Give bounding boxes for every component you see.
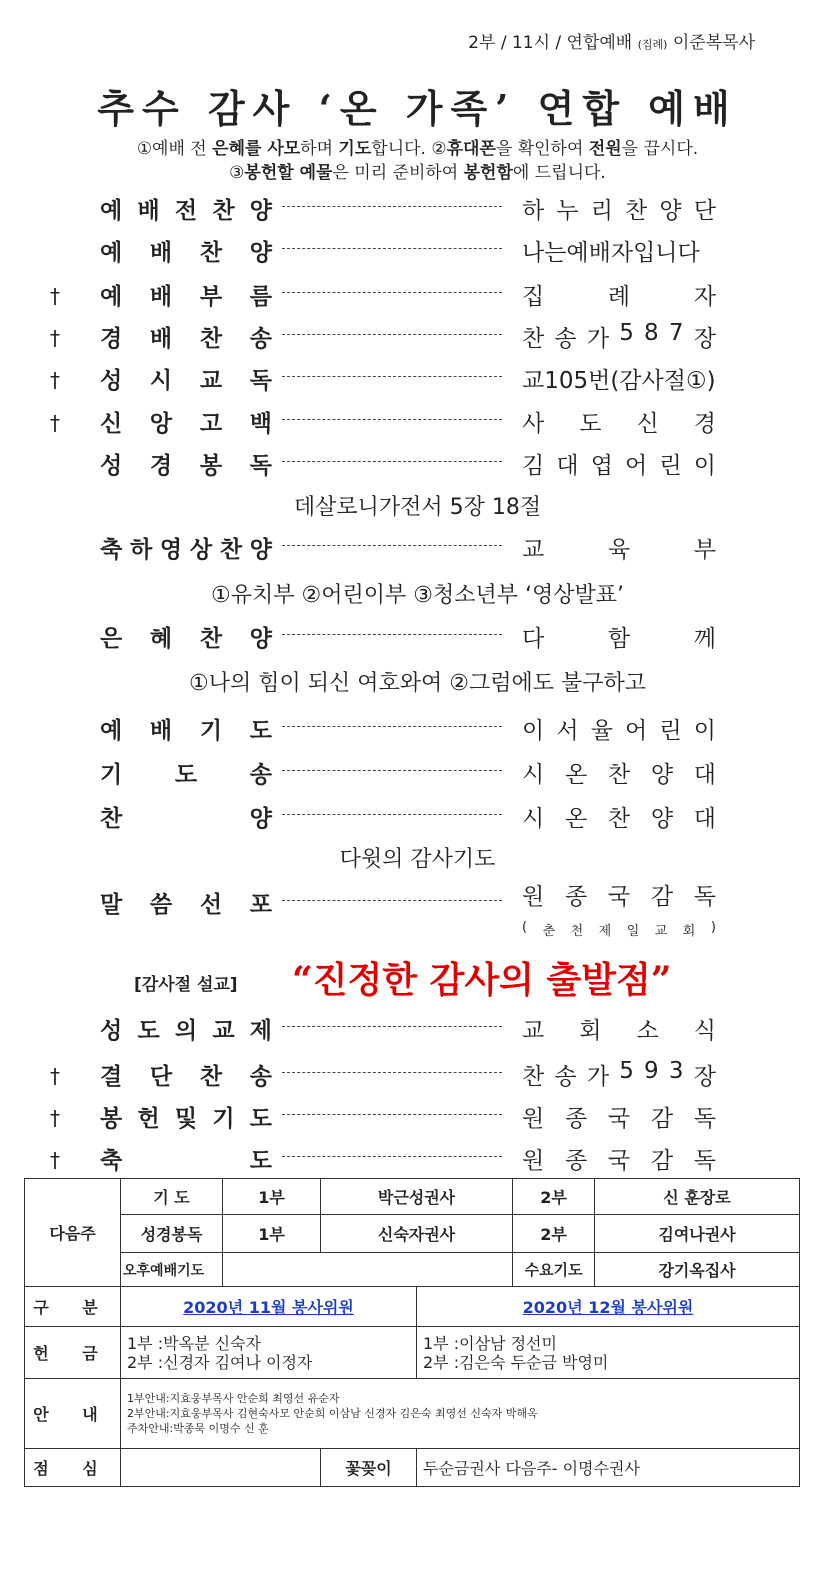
- cross-icon: †: [50, 411, 60, 435]
- order-value: 교105번(감사절①): [522, 368, 716, 394]
- guide-line-2: 2부안내:지효웅부목사 김현숙사모 안순희 이삼남 신경자 김은숙 최영선 신숙자 박해옥: [127, 1407, 538, 1420]
- part2-label: 2부: [513, 1179, 595, 1215]
- leader-line: [282, 770, 502, 771]
- order-value-char: 대: [693, 806, 716, 832]
- leader-line: [282, 1114, 502, 1115]
- nov-offering-1: 1부 :박옥분 신숙자: [127, 1333, 261, 1353]
- order-label-char: 헌: [137, 1106, 160, 1132]
- order-value-char: 송: [554, 326, 577, 352]
- order-label-char: 도: [249, 718, 272, 744]
- order-row: [0, 1012, 835, 1052]
- prayer-part1: 박근성권사: [321, 1179, 513, 1215]
- order-label-char: 씀: [149, 892, 173, 918]
- order-label-char: 도: [137, 1018, 160, 1044]
- info-table: [24, 1178, 800, 1487]
- next-week-label: 다음주: [25, 1179, 121, 1287]
- order-label-char: 제: [249, 1018, 272, 1044]
- order-label-char: 상: [189, 537, 213, 563]
- order-row: [0, 1142, 835, 1182]
- dec-offering-2: 2부 :김은숙 두순금 박영미: [423, 1352, 609, 1372]
- order-row: [0, 712, 835, 752]
- order-row: [0, 800, 835, 840]
- order-label-char: 성: [100, 368, 123, 394]
- order-value-char: 린: [659, 453, 682, 479]
- order-label-char: 교: [199, 368, 223, 394]
- nov-offering-2: 2부 :신경자 김여나 이정자: [127, 1352, 313, 1372]
- leader-line: [282, 292, 502, 293]
- order-row: [0, 320, 835, 360]
- order-label-char: 양: [249, 198, 272, 224]
- guide-label: 안 내: [25, 1379, 121, 1449]
- order-label-char: 찬: [199, 626, 223, 652]
- order-value-char: 린: [659, 718, 682, 744]
- order-label-char: 름: [249, 284, 272, 310]
- order-value: [522, 192, 716, 225]
- leader-line: [282, 634, 502, 635]
- division-label: 구 분: [25, 1287, 121, 1327]
- order-label-char: 독: [249, 368, 272, 394]
- order-value-char: 회: [579, 1018, 602, 1044]
- order-value-char: 찬: [522, 326, 545, 352]
- order-row: [0, 531, 835, 571]
- order-value-char: 엽: [590, 453, 613, 479]
- order-label-char: 신: [100, 411, 123, 437]
- scripture-caption: 데살로니가전서 5장 18절: [293, 495, 542, 520]
- order-value-char: 독: [693, 1106, 716, 1132]
- order-label-char: 송: [249, 326, 272, 352]
- sermon-title: “진정한 감사의 출발점”: [292, 959, 672, 1001]
- order-value-char: 찬: [625, 198, 648, 224]
- wednesday-value: 강기옥집사: [595, 1253, 800, 1287]
- offering-label: 헌 금: [25, 1327, 121, 1379]
- order-label-char: 선: [199, 892, 223, 918]
- order-value-char: 이: [522, 718, 545, 744]
- order-value-char: 찬: [522, 1064, 545, 1090]
- order-label-char: 혜: [149, 626, 173, 652]
- notice-line-2: [0, 158, 835, 183]
- prayer-part2: 신 훈장로: [595, 1179, 800, 1215]
- order-subvalue-char: 천: [570, 924, 584, 939]
- guide-line-3: 주차안내:박종묵 이명수 신 훈: [127, 1422, 269, 1435]
- order-value-char: 이: [693, 453, 716, 479]
- order-value: [522, 447, 716, 480]
- order-label-char: 봉: [100, 1106, 123, 1132]
- prayer-caption: 다윗의 감사기도: [339, 847, 496, 872]
- notice-segment: ③: [229, 163, 245, 183]
- order-subvalue: [522, 920, 716, 939]
- order-value-char: 식: [693, 1018, 716, 1044]
- notice-segment: 봉헌할 예물: [244, 163, 333, 183]
- order-value-char: 시: [522, 806, 545, 832]
- order-value-char: 양: [650, 806, 674, 832]
- order-value: [522, 1012, 716, 1045]
- order-value-char: 어: [625, 718, 648, 744]
- leader-line: [282, 206, 502, 207]
- order-value-char: 원: [522, 1106, 545, 1132]
- order-label-char: 찬: [199, 326, 223, 352]
- order-label-char: 축: [100, 537, 123, 563]
- order-value-char: 교: [522, 1018, 545, 1044]
- leader-line: [282, 419, 502, 420]
- guide-line-1: 1부안내:지효웅부목사 안순희 최영선 유순자: [127, 1392, 340, 1405]
- order-value-char: 례: [607, 284, 631, 310]
- order-row: [0, 234, 835, 274]
- order-value-char: 신: [636, 411, 659, 437]
- order-label-char: 봉: [199, 453, 223, 479]
- order-value-char: 감: [650, 1148, 674, 1174]
- order-label-char: 찬: [100, 806, 123, 832]
- order-value-char: 온: [564, 762, 588, 788]
- notice-segment: 하며: [300, 139, 339, 159]
- leader-line: [282, 726, 502, 727]
- order-label: [100, 447, 272, 480]
- order-value-char: 송: [554, 1064, 577, 1090]
- leader-line: [282, 545, 502, 546]
- order-value: [522, 800, 716, 833]
- order-label-char: 예: [100, 240, 123, 266]
- order-label-char: 부: [199, 284, 223, 310]
- order-label-char: 교: [212, 1018, 235, 1044]
- order-label: [100, 234, 272, 267]
- notice-segment: 에 드립니다.: [512, 163, 606, 183]
- order-label-char: 경: [149, 453, 173, 479]
- order-label-char: 배: [137, 198, 160, 224]
- order-label: [100, 1142, 272, 1175]
- notice-line-1: [0, 134, 835, 159]
- order-subvalue-char: 일: [626, 924, 640, 939]
- order-label-char: 시: [149, 368, 173, 394]
- order-value-char: 감: [650, 1106, 674, 1132]
- order-value-char: 장: [693, 1064, 716, 1090]
- leader-line: [282, 1026, 502, 1027]
- order-label-char: 양: [249, 240, 272, 266]
- order-label: [100, 1100, 272, 1133]
- order-label: [100, 192, 272, 225]
- order-row: [0, 278, 835, 318]
- order-row: [0, 620, 835, 660]
- order-label-char: 의: [174, 1018, 198, 1044]
- order-value-char: 하: [522, 198, 545, 224]
- order-subvalue-char: 제: [598, 924, 612, 939]
- order-value-char: 이: [693, 718, 716, 744]
- order-value-char: 김: [522, 453, 545, 479]
- cross-icon: †: [50, 284, 60, 308]
- video-caption: ①유치부 ②어린이부 ③청소년부 ‘영상발표’: [211, 583, 624, 608]
- order-value: [522, 620, 716, 653]
- reading-part2: 김여나권사: [595, 1215, 800, 1253]
- order-value-char: 육: [607, 537, 631, 563]
- order-value-char: 대: [556, 453, 579, 479]
- order-value-char: 대: [693, 762, 716, 788]
- order-label-char: 경: [100, 326, 123, 352]
- order-label: [100, 1058, 272, 1091]
- order-row: [0, 405, 835, 445]
- part1-label-2: 1부: [223, 1215, 321, 1253]
- leader-line: [282, 900, 502, 901]
- order-label-char: 영: [159, 537, 183, 563]
- order-label-char: 찬: [199, 1064, 223, 1090]
- cross-icon: †: [50, 1106, 60, 1130]
- order-value-char: 율: [590, 718, 613, 744]
- order-subvalue-char: 교: [654, 924, 668, 939]
- lunch-value: [121, 1449, 321, 1487]
- order-label-char: 찬: [212, 198, 235, 224]
- cross-icon: †: [50, 368, 60, 392]
- dec-committee-link[interactable]: 2020년 12월 봉사위원: [522, 1298, 694, 1317]
- order-value: [522, 712, 716, 745]
- reading-label: 성경봉독: [121, 1215, 223, 1253]
- order-value-char: 7: [668, 320, 684, 346]
- order-value: [522, 756, 716, 789]
- order-label: [100, 320, 272, 353]
- order-label-char: 도: [249, 1106, 272, 1132]
- order-value-char: 가: [586, 326, 610, 352]
- notice-segment: 은 미리 준비하여: [332, 163, 464, 183]
- page-title: 추수 감사 ‘온 가족’ 연합 예배: [97, 86, 738, 131]
- order-value-char: 종: [564, 1106, 588, 1132]
- order-value-char: 국: [607, 1106, 631, 1132]
- order-label-char: 배: [149, 718, 173, 744]
- leader-line: [282, 461, 502, 462]
- order-value-char: 어: [625, 453, 648, 479]
- order-label-char: 양: [249, 626, 272, 652]
- order-label-char: 예: [100, 198, 123, 224]
- order-value-char: 리: [590, 198, 613, 224]
- order-value-char: 께: [693, 626, 716, 652]
- order-label: [100, 531, 272, 564]
- lunch-label: 점 심: [25, 1449, 121, 1487]
- order-label-char: 예: [100, 284, 123, 310]
- order-value-char: 국: [607, 884, 631, 910]
- order-value-char: 5: [619, 1058, 634, 1084]
- order-value-char: 양: [659, 198, 682, 224]
- order-value-char: 부: [693, 537, 716, 563]
- order-label-char: 예: [100, 718, 123, 744]
- dec-offering-1: 1부 :이삼남 정선미: [423, 1333, 557, 1353]
- order-label-char: 은: [100, 626, 123, 652]
- order-label-char: 배: [149, 284, 173, 310]
- order-label-char: 배: [149, 326, 173, 352]
- flower-label: 꽃꽂이: [321, 1449, 417, 1487]
- order-value: 나는예배자입니다: [522, 240, 700, 266]
- order-value-char: 경: [693, 411, 716, 437]
- order-label-char: 및: [174, 1106, 198, 1132]
- order-value-char: 8: [644, 320, 659, 346]
- order-label: [100, 278, 272, 311]
- order-value-char: 독: [693, 884, 716, 910]
- notice-segment: 휴대폰: [446, 139, 496, 159]
- reading-part1: 신숙자권사: [321, 1215, 513, 1253]
- afternoon-value: [223, 1253, 513, 1287]
- notice-segment: 전원: [588, 139, 622, 159]
- order-label-char: 포: [249, 892, 272, 918]
- cross-icon: †: [50, 1064, 60, 1088]
- order-row: [0, 1100, 835, 1140]
- notice-segment: 은혜를 사모: [212, 139, 301, 159]
- order-label-char: 단: [149, 1064, 173, 1090]
- order-value-char: 3: [668, 1058, 684, 1084]
- order-value-char: 가: [586, 1064, 610, 1090]
- order-label-char: 결: [100, 1064, 123, 1090]
- order-label-char: 찬: [199, 240, 223, 266]
- order-value-char: 원: [522, 1148, 545, 1174]
- order-value-char: 감: [650, 884, 674, 910]
- order-value-char: 다: [522, 626, 545, 652]
- header-suffix: 이준복목사: [667, 33, 755, 53]
- order-value-char: 누: [556, 198, 579, 224]
- order-label: [100, 800, 272, 833]
- order-value-char: 서: [556, 718, 579, 744]
- order-value-char: 찬: [607, 806, 631, 832]
- order-label-char: 전: [174, 198, 198, 224]
- wednesday-label: 수요기도: [513, 1253, 595, 1287]
- order-value-char: 종: [564, 884, 588, 910]
- order-label-char: 도: [249, 1148, 272, 1174]
- order-value-char: 사: [522, 411, 545, 437]
- order-label-char: 성: [100, 453, 123, 479]
- order-label-char: 백: [249, 411, 272, 437]
- order-row: [0, 1058, 835, 1098]
- order-subvalue-char: ): [710, 920, 716, 935]
- order-subvalue-char: (: [522, 920, 528, 935]
- prayer-label: 기 도: [121, 1179, 223, 1215]
- order-value: [522, 278, 716, 311]
- order-value-char: 양: [650, 762, 674, 788]
- leader-line: [282, 248, 502, 249]
- leader-line: [282, 334, 502, 335]
- order-label-char: 송: [249, 762, 272, 788]
- order-label-char: 기: [100, 762, 123, 788]
- order-label-char: 찬: [219, 537, 243, 563]
- order-label-char: 송: [249, 1064, 272, 1090]
- order-value-char: 독: [693, 1148, 716, 1174]
- order-label-char: 기: [199, 718, 223, 744]
- cross-icon: †: [50, 1148, 60, 1172]
- order-label-char: 독: [249, 453, 272, 479]
- order-label: [100, 756, 272, 789]
- order-value: [522, 1142, 716, 1175]
- service-header: [468, 28, 755, 53]
- part1-label: 1부: [223, 1179, 321, 1215]
- order-row: [0, 362, 835, 402]
- order-label: [100, 712, 272, 745]
- order-label-char: 축: [100, 1148, 123, 1174]
- order-value-char: 자: [693, 284, 716, 310]
- order-value-char: 종: [564, 1148, 588, 1174]
- order-label-char: 배: [149, 240, 173, 266]
- order-row: [0, 447, 835, 487]
- notice-segment: 봉헌함: [463, 163, 513, 183]
- order-row: [0, 884, 835, 939]
- order-value: [522, 405, 716, 438]
- order-value-char: 온: [564, 806, 588, 832]
- leader-line: [282, 376, 502, 377]
- notice-segment: ①예배 전: [136, 139, 213, 159]
- order-label: [100, 886, 272, 919]
- order-value-char: 도: [579, 411, 602, 437]
- order-label: [100, 1012, 272, 1045]
- order-label-char: 성: [100, 1018, 123, 1044]
- order-value-char: 5: [619, 320, 634, 346]
- order-value-char: 단: [693, 198, 716, 224]
- order-row: [0, 756, 835, 796]
- order-value-char: 찬: [607, 762, 631, 788]
- order-value-char: 집: [522, 284, 545, 310]
- order-value-char: 9: [644, 1058, 659, 1084]
- order-value: [522, 531, 716, 564]
- order-value-char: 원: [522, 884, 545, 910]
- order-label-char: 말: [100, 892, 123, 918]
- header-small: (집례): [637, 38, 668, 51]
- order-value: [522, 320, 716, 353]
- afternoon-label: 오후예배기도: [121, 1253, 223, 1287]
- order-label-char: 고: [199, 411, 223, 437]
- order-value-char: 국: [607, 1148, 631, 1174]
- hymn-caption: ①나의 힘이 되신 여호와여 ②그럼에도 불구하고: [189, 671, 646, 696]
- part2-label-2: 2부: [513, 1215, 595, 1253]
- order-label-char: 양: [249, 537, 272, 563]
- order-label-char: 앙: [149, 411, 173, 437]
- flower-value: 두순금권사 다음주- 이명수권사: [417, 1449, 800, 1487]
- order-subvalue-char: 춘: [542, 924, 556, 939]
- order-value: [522, 878, 716, 911]
- leader-line: [282, 1072, 502, 1073]
- notice-segment: 을 확인하여: [495, 139, 589, 159]
- order-value-char: 함: [607, 626, 631, 652]
- order-value: [522, 1058, 716, 1091]
- order-value-char: 교: [522, 537, 545, 563]
- order-label-char: 기: [212, 1106, 235, 1132]
- order-value-char: 장: [693, 326, 716, 352]
- order-subvalue-char: 회: [682, 924, 696, 939]
- cross-icon: †: [50, 326, 60, 350]
- notice-segment: 합니다. ②: [371, 139, 447, 159]
- order-label: [100, 405, 272, 438]
- order-value: [522, 1100, 716, 1133]
- notice-segment: 을 끕시다.: [621, 139, 699, 159]
- order-label: [100, 362, 272, 395]
- sermon-label: [감사절 설교]: [134, 975, 238, 995]
- order-value-char: 소: [636, 1018, 659, 1044]
- order-row: [0, 192, 835, 232]
- leader-line: [282, 1156, 502, 1157]
- order-label: [100, 620, 272, 653]
- header-prefix: 2부 / 11시 / 연합예배: [468, 33, 638, 53]
- nov-committee-link[interactable]: 2020년 11월 봉사위원: [183, 1298, 354, 1317]
- notice-segment: 기도: [338, 139, 372, 159]
- order-label-char: 하: [129, 537, 153, 563]
- order-label-char: 도: [174, 762, 198, 788]
- leader-line: [282, 814, 502, 815]
- order-label-char: 양: [249, 806, 272, 832]
- order-value-char: 시: [522, 762, 545, 788]
